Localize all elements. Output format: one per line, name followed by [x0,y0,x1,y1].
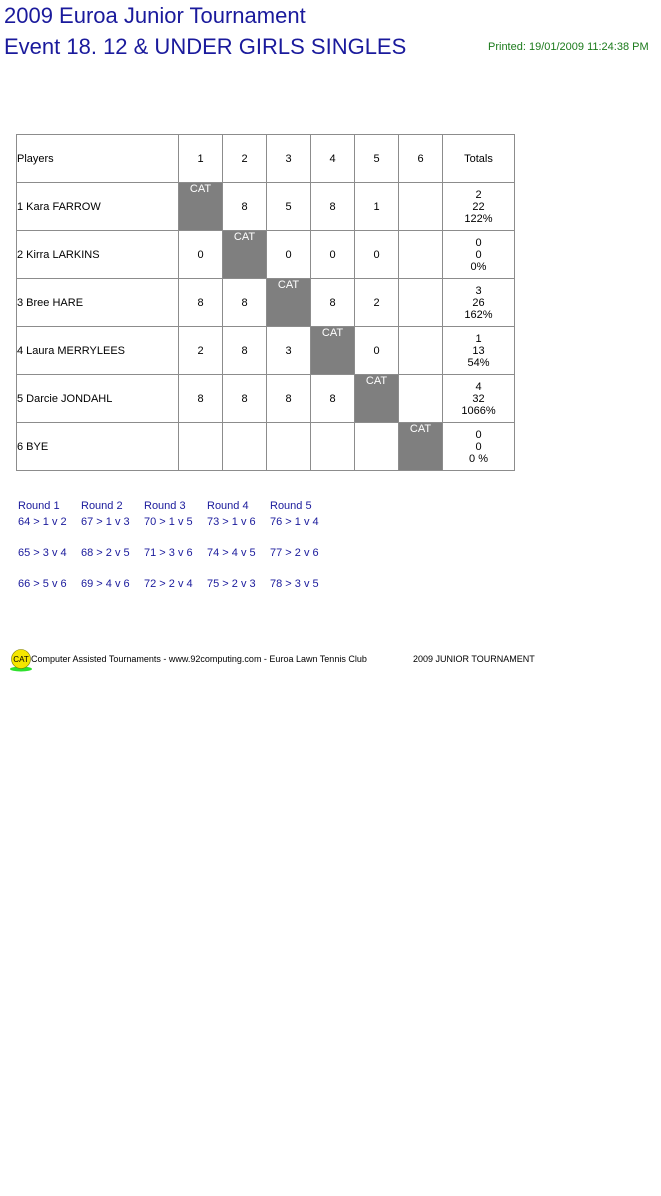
match-entry: 74 > 4 v 5 [207,547,256,559]
totals-cell [443,423,515,471]
footer-tournament: 2009 JUNIOR TOURNAMENT [413,654,535,664]
table-row [17,327,515,375]
match-entry: 64 > 1 v 2 [18,516,67,528]
player-name: 4 Laura MERRYLEES [17,327,179,375]
match-entry: 67 > 1 v 3 [81,516,130,528]
self-match-cell: CAT [267,279,311,327]
self-match-cell: CAT [399,423,443,471]
score-cell: 0 [311,231,355,279]
score-cell [399,183,443,231]
self-match-cell: CAT [179,183,223,231]
score-cell: 8 [223,183,267,231]
percentage-total: 54% [467,356,490,369]
match-entry: 65 > 3 v 4 [18,547,67,559]
score-cell [267,423,311,471]
match-entry: 76 > 1 v 4 [270,516,319,528]
score-cell: 8 [179,279,223,327]
player-name: 3 Bree HARE [17,279,179,327]
games-total: 26 [472,296,485,309]
games-total: 0 [475,248,482,261]
score-cell [311,423,355,471]
score-cell [399,231,443,279]
cat-logo-icon [9,648,33,672]
player-name: 5 Darcie JONDAHL [17,375,179,423]
totals-header: Totals [443,135,515,183]
score-cell: 8 [179,375,223,423]
column-header-1: 1 [179,135,223,183]
totals-cell [443,231,515,279]
totals-cell [443,327,515,375]
round-label: Round 4 [207,500,249,512]
players-header: Players [17,135,179,183]
column-header-3: 3 [267,135,311,183]
event-title: Event 18. 12 & UNDER GIRLS SINGLES [4,34,407,59]
player-name: 1 Kara FARROW [17,183,179,231]
percentage-total: 1066% [461,404,496,417]
match-entry: 75 > 2 v 3 [207,578,256,590]
round-label: Round 3 [144,500,186,512]
score-cell [399,327,443,375]
score-cell: 8 [223,279,267,327]
match-entry: 69 > 4 v 6 [81,578,130,590]
table-row [17,231,515,279]
match-entry: 70 > 1 v 5 [144,516,193,528]
percentage-total: 0 % [469,452,488,465]
match-entry: 71 > 3 v 6 [144,547,193,559]
score-cell: 8 [267,375,311,423]
wins-total: 0 [475,236,482,249]
score-cell: 0 [355,231,399,279]
score-cell [355,423,399,471]
printed-timestamp: Printed: 19/01/2009 11:24:38 PM [488,41,649,53]
score-cell: 8 [311,375,355,423]
wins-total: 3 [475,284,482,297]
score-cell: 8 [223,375,267,423]
round-robin-table [16,134,515,471]
round-label: Round 1 [18,500,60,512]
self-match-cell: CAT [311,327,355,375]
table-row [17,183,515,231]
player-name: 6 BYE [17,423,179,471]
match-entry: 68 > 2 v 5 [81,547,130,559]
games-total: 0 [475,440,482,453]
score-cell: 8 [223,327,267,375]
score-cell: 8 [311,279,355,327]
round-label: Round 2 [81,500,123,512]
match-entry: 78 > 3 v 5 [270,578,319,590]
column-header-5: 5 [355,135,399,183]
score-cell: 0 [179,231,223,279]
player-name: 2 Kirra LARKINS [17,231,179,279]
totals-cell [443,279,515,327]
table-row [17,375,515,423]
column-header-2: 2 [223,135,267,183]
footer [0,652,661,676]
wins-total: 2 [475,188,482,201]
score-cell [399,375,443,423]
footer-text: Computer Assisted Tournaments - www.92computing.com - Euroa Lawn Tennis Club [31,654,367,664]
percentage-total: 162% [464,308,493,321]
score-cell: 0 [355,327,399,375]
table-header-row [17,135,515,183]
totals-cell [443,183,515,231]
score-cell: 0 [267,231,311,279]
column-header-4: 4 [311,135,355,183]
score-cell: 5 [267,183,311,231]
column-header-6: 6 [399,135,443,183]
tournament-title: 2009 Euroa Junior Tournament [4,3,306,28]
percentage-total: 122% [464,212,493,225]
games-total: 32 [472,392,485,405]
score-cell [179,423,223,471]
wins-total: 4 [475,380,482,393]
percentage-total: 0% [470,260,487,273]
score-cell [399,279,443,327]
score-cell: 2 [179,327,223,375]
score-cell: 3 [267,327,311,375]
match-entry: 66 > 5 v 6 [18,578,67,590]
score-cell: 1 [355,183,399,231]
match-entry: 77 > 2 v 6 [270,547,319,559]
self-match-cell: CAT [355,375,399,423]
match-entry: 73 > 1 v 6 [207,516,256,528]
self-match-cell: CAT [223,231,267,279]
totals-cell [443,375,515,423]
wins-total: 1 [475,332,482,345]
wins-total: 0 [475,428,482,441]
match-entry: 72 > 2 v 4 [144,578,193,590]
games-total: 22 [472,200,485,213]
score-cell: 2 [355,279,399,327]
score-cell: 8 [311,183,355,231]
games-total: 13 [472,344,485,357]
logo-text: CAT [13,655,29,664]
table-row [17,423,515,471]
table-row [17,279,515,327]
score-cell [223,423,267,471]
round-label: Round 5 [270,500,312,512]
